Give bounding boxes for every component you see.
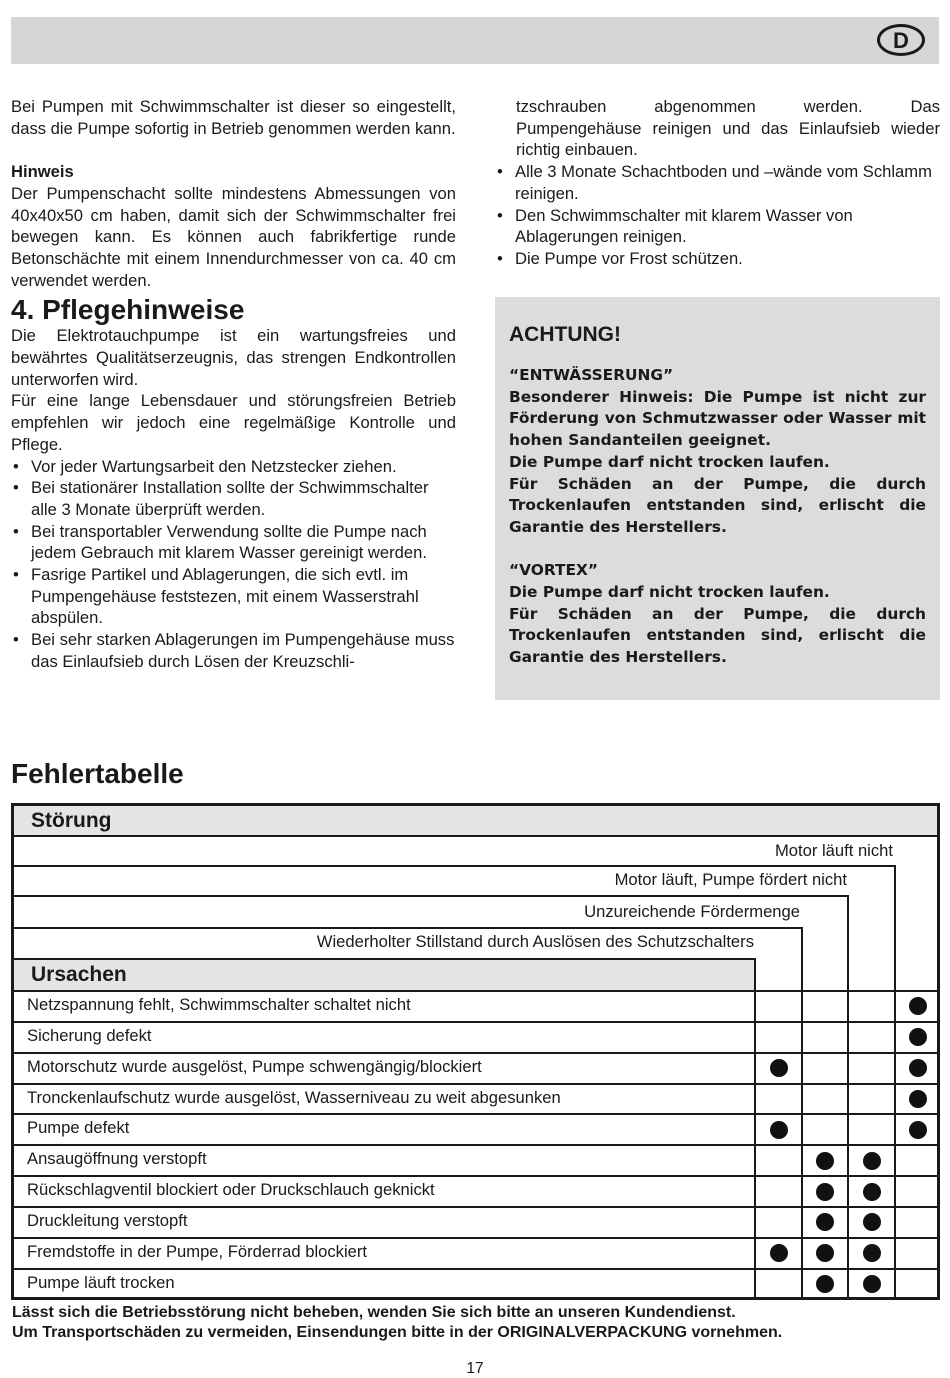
care-paragraph-2: Für eine lange Lebensdauer und störungsfreien Betrieb empfehlen wir jedoch eine regelmäßige Kontrolle und Pflege.	[11, 391, 456, 454]
fault-mark	[863, 1275, 881, 1293]
divider	[11, 927, 802, 929]
list-item: • Die Pumpe vor Frost schützen.	[495, 248, 940, 270]
fault-label: Motor läuft nicht	[774, 841, 893, 860]
fault-mark	[770, 1244, 788, 1262]
fault-mark	[909, 1059, 927, 1077]
causes-header: Ursachen	[14, 960, 754, 990]
column-divider	[801, 927, 803, 1300]
care-bullet-list	[11, 456, 456, 673]
divider	[11, 895, 848, 897]
fault-mark	[770, 1121, 788, 1139]
intro-paragraph: Bei Pumpen mit Schwimmschalter ist dieser so eingestellt, dass die Pumpe sofortig in Betrieb genommen werden kann.	[11, 97, 456, 138]
list-item: • Fasrige Partikel und Ablagerungen, die sich evtl. im Pumpengehäuse feststezen, mit einem Wasserstrahl abspülen.	[11, 564, 456, 629]
header-bar	[11, 17, 939, 64]
bullet-continuation: tzschrauben abgenommen werden. Das Pumpengehäuse reinigen und das Einlaufsieb wieder richtig einbauen.	[516, 97, 940, 160]
warning-text: Die Pumpe darf nicht trocken laufen.	[509, 452, 830, 471]
table-row-cause: Fremdstoffe in der Pumpe, Förderrad blockiert	[27, 1242, 368, 1261]
list-item: • Den Schwimmschalter mit klarem Wasser von Ablagerungen reinigen.	[495, 205, 940, 248]
fault-mark	[816, 1275, 834, 1293]
error-table-title: Fehlertabelle	[11, 758, 184, 789]
table-row-cause: Motorschutz wurde ausgelöst, Pumpe schwengängig/blockiert	[27, 1057, 482, 1076]
list-item: • Bei stationärer Installation sollte der Schwimmschalter alle 3 Monate überprüft werden.	[11, 477, 456, 520]
fault-mark	[909, 1121, 927, 1139]
divider	[11, 835, 940, 837]
fault-label: Wiederholter Stillstand durch Auslösen des Schutzschalters	[316, 932, 754, 951]
hinweis-title: Hinweis	[11, 162, 74, 182]
fault-mark	[816, 1244, 834, 1262]
table-row-cause: Netzspannung fehlt, Schwimmschalter schaltet nicht	[27, 995, 411, 1014]
page-number: 17	[466, 1360, 484, 1377]
warning-text: Für Schäden an der Pumpe, die durch Trockenlaufen entstanden sind, erlischt die Garantie des Herstellers.	[509, 604, 926, 667]
error-table	[11, 803, 940, 1300]
column-divider	[754, 958, 756, 1300]
fault-label: Unzureichende Fördermenge	[584, 902, 800, 921]
warning-subtitle-vortex: “VORTEX”	[509, 561, 598, 580]
fault-mark	[909, 997, 927, 1015]
care-paragraph-1: Die Elektrotauchpumpe ist ein wartungsfreies und bewährtes Qualitätserzeugnis, das strengen Endkontrollen unterworfen wird.	[11, 326, 456, 389]
fault-mark	[863, 1213, 881, 1231]
column-divider	[847, 895, 849, 1300]
warning-title: ACHTUNG!	[509, 323, 621, 346]
column-divider	[894, 865, 896, 1300]
fault-mark	[816, 1152, 834, 1170]
footnote	[12, 1303, 782, 1342]
hinweis-text: Der Pumpenschacht sollte mindestens Abmessungen von 40x40x50 cm haben, damit sich der Schwimmschalter frei bewegen kann. Es können auch fabrikfertige runde Betonschächte mit einem Innendurchmesser von ca. 40 cm verwendet werden.	[11, 183, 456, 290]
maintenance-bullet-list	[495, 161, 940, 270]
fault-mark	[863, 1183, 881, 1201]
list-item: • Alle 3 Monate Schachtboden und –wände vom Schlamm reinigen.	[495, 161, 940, 204]
fault-mark	[909, 1028, 927, 1046]
right-column	[495, 96, 940, 270]
fault-mark	[909, 1090, 927, 1108]
warning-text: Die Pumpe darf nicht trocken laufen.	[509, 583, 830, 602]
fault-label: Motor läuft, Pumpe fördert nicht	[614, 870, 847, 889]
table-row-cause: Ansaugöffnung verstopft	[27, 1149, 207, 1168]
list-item: • Bei sehr starken Ablagerungen im Pumpengehäuse muss das Einlaufsieb durch Lösen der Kreuzschli-	[11, 629, 456, 672]
warning-subtitle-drainage: “ENTWÄSSERUNG”	[509, 366, 674, 384]
fault-mark	[816, 1183, 834, 1201]
list-item: • Vor jeder Wartungsarbeit den Netzstecker ziehen.	[11, 456, 456, 478]
table-row-cause: Rückschlagventil blockiert oder Druckschlauch geknickt	[27, 1180, 435, 1199]
language-badge: D	[877, 24, 925, 56]
fault-mark	[863, 1152, 881, 1170]
table-row-cause: Pumpe defekt	[27, 1118, 130, 1137]
warning-text: Besonderer Hinweis: Die Pumpe ist nicht zur Förderung von Schmutzwasser oder Wasser mit hohen Sandanteilen geeignet.	[509, 387, 926, 450]
table-row-cause: Sicherung defekt	[27, 1026, 152, 1045]
fault-header: Störung	[14, 806, 937, 836]
fault-mark	[863, 1244, 881, 1262]
table-row-cause: Tronckenlaufschutz wurde ausgelöst, Wasserniveau zu weit abgesunken	[27, 1088, 561, 1107]
fault-mark	[770, 1059, 788, 1077]
footnote-line: Lässt sich die Betriebsstörung nicht beheben, wenden Sie sich bitte an unseren Kundendienst.	[12, 1304, 736, 1321]
section-title: 4. Pflegehinweise	[11, 294, 245, 326]
footnote-line: Um Transportschäden zu vermeiden, Einsendungen bitte in der ORIGINALVERPACKUNG vornehmen.	[12, 1323, 783, 1341]
left-column	[11, 96, 456, 673]
warning-text: Für Schäden an der Pumpe, die durch Trockenlaufen entstanden sind, erlischt die Garantie des Herstellers.	[509, 474, 926, 536]
fault-mark	[816, 1213, 834, 1231]
warning-box	[495, 297, 940, 700]
table-row-cause: Pumpe läuft trocken	[27, 1273, 175, 1292]
list-item: • Bei transportabler Verwendung sollte die Pumpe nach jedem Gebrauch mit klarem Wasser gereinigt werden.	[11, 521, 456, 564]
table-row-cause: Druckleitung verstopft	[27, 1211, 188, 1230]
divider	[11, 865, 895, 867]
